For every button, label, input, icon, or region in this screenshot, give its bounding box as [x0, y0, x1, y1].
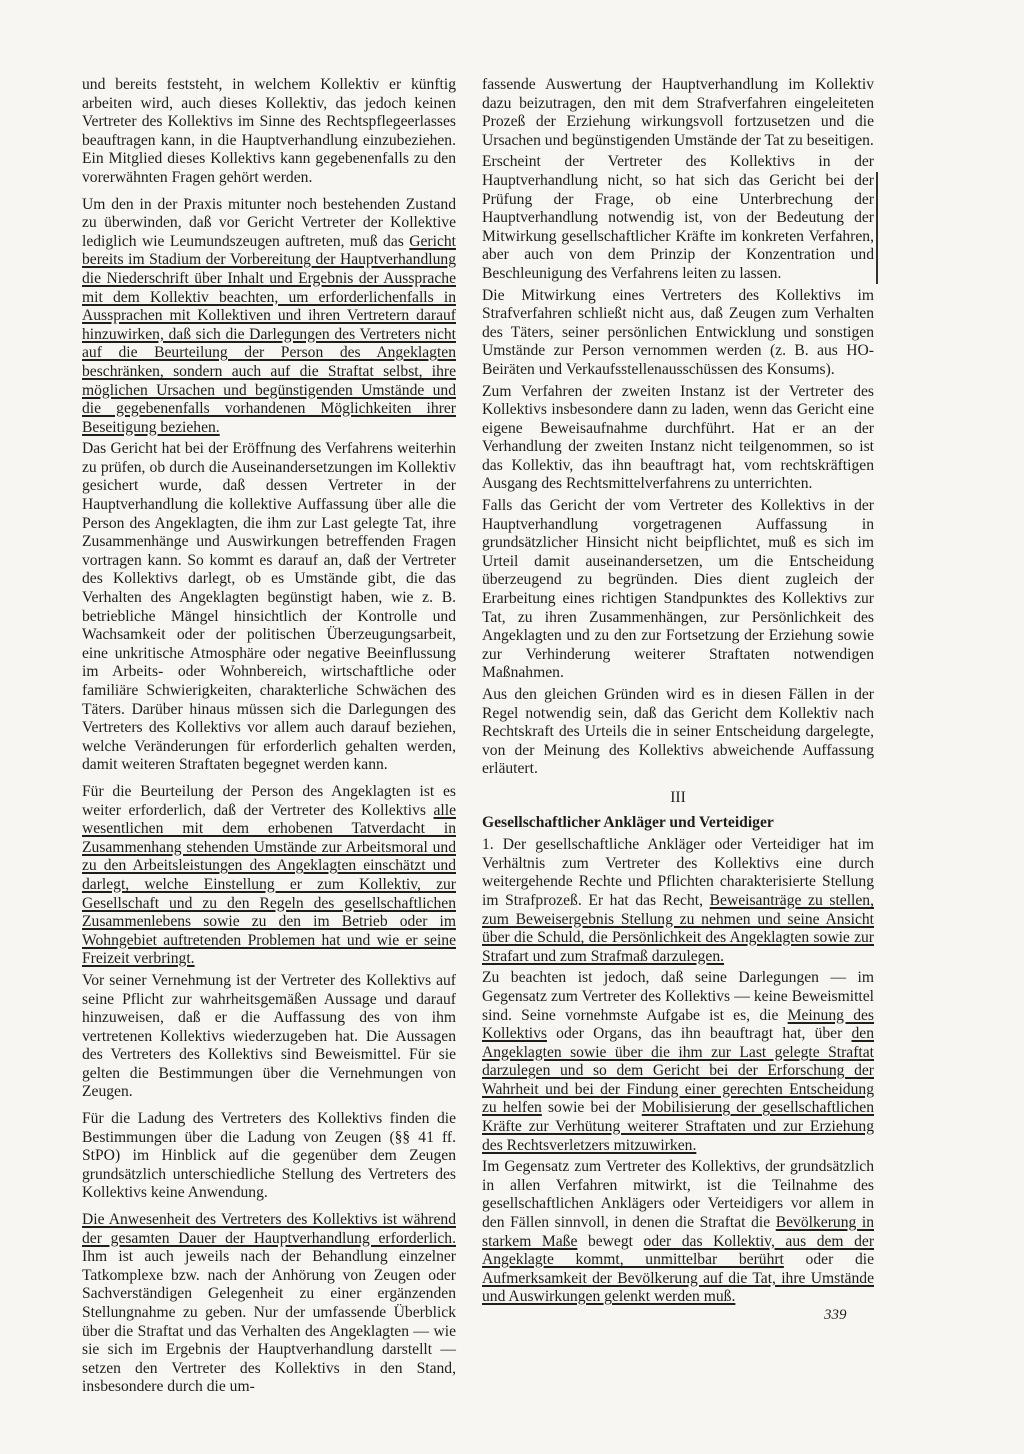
underlined-text: Mobilisierung der gesellschaftlichen Kräfte zur Verhütung weiterer Straftaten und zur Erziehung des Rechtsverletzers mitzuwirken. — [482, 1099, 875, 1154]
underlined-text: oder das Kollektiv, aus dem der Angeklagte kommt, unmittelbar berührt — [482, 1232, 875, 1269]
underlined-text: Meinung des Kollektivs — [482, 1006, 874, 1043]
paragraph-text: 1. Der gesellschaftliche Ankläger oder Verteidiger hat im Verhältnis zum Vertreter des Kollektivs eine durch weitergehende Rechte und Pflichten charakterisierte Stellung im Strafprozeß. Er hat das Recht, — [482, 836, 874, 909]
paragraph-text: Falls das Gericht der vom Vertreter des Kollektivs in der Hauptverhandlung vorgetragenen Auffassung in grundsätzlicher Hinsicht nicht beipflichtet, muß es sich im Urteil damit auseinandersetzen, um die Entscheidung überzeugend zu begründen. Dies dient zugleich der Erarbeitung eines richtigen Standpunktes des Kollektivs zur Tat, zu ihren Zusammenhängen, zur Persönlichkeit des Angeklagten und zu den zur Fortsetzung der Erziehung sowie zur Verhinderung weiterer Straftaten notwendigen Maßnahmen. — [482, 497, 874, 682]
paragraph-text: Aus den gleichen Gründen wird es in diesen Fällen in der Regel notwendig sein, daß das Gericht dem Kollektiv nach Rechtskraft des Urteils die in seiner Entscheidung dargelegte, von der Meinung des Kollektivs abweichende Auffassung erläutert. — [482, 686, 874, 778]
paragraph — [82, 196, 456, 438]
underlined-text: Bevölkerung in starkem Maße — [482, 1214, 875, 1250]
paragraph-text: bewegt — [577, 1232, 644, 1250]
paragraph — [482, 1158, 874, 1307]
paragraph — [482, 836, 874, 966]
paragraph — [82, 783, 456, 969]
paragraph-text: oder Organs, das ihn beauftragt hat, über — [546, 1025, 852, 1043]
paragraph-text: oder die — [783, 1251, 874, 1269]
underlined-text: Gericht bereits im Stadium der Vorbereitung der Hauptverhandlung die Niederschrift über Inhalt und Ergebnis der Aussprache mit dem Kollektiv beachten, um erforderlichenfalls in Aussprachen mit Kollektiven und ihren Vertretern darauf hinzuwirken, daß sich die Darlegungen des Vertreters nicht auf die Beurteilung der Person des Angeklagten beschränken, sondern auch auf die Straftat selbst, ihre möglichen Ursachen und begünstigenden Umstände und die gegebenenfalls vorhandenen Möglichkeiten ihrer Beseitigung beziehen. — [82, 232, 456, 436]
paragraph — [482, 383, 874, 495]
paragraph — [482, 686, 874, 779]
paragraph-text: Für die Ladung des Vertreters des Kollektivs finden die Bestimmungen über die Ladung von Zeugen (§§ 41 ff. StPO) im Hinblick auf die gegenüber dem Zeugen grundsätzlich unterschiedliche Stellung des Vertreters des Kollektivs keine Anwendung. — [82, 1110, 456, 1202]
paragraph — [482, 497, 874, 683]
paragraph-text: Erscheint der Vertreter des Kollektivs in der Hauptverhandlung nicht, so hat sich das Gericht bei der Prüfung der Frage, ob eine Unterbrechung der Hauptverhandlung notwendig ist, von der Bedeutung der Mitwirkung gesellschaftlicher Kräfte im konkreten Verfahren, aber auch von dem Prinzip der Konzentration und Beschleunigung des Verfahrens leiten zu lassen. — [482, 153, 874, 282]
underlined-text: Beweisanträge zu stellen, zum Beweisergebnis Stellung zu nehmen und seine Ansicht über die Schuld, die Persönlichkeit des Angeklagten sowie zur Strafart und zum Strafmaß darzulegen. — [482, 891, 874, 965]
paragraph — [82, 440, 456, 775]
paragraph-text: Zum Verfahren der zweiten Instanz ist der Vertreter des Kollektivs insbesondere dann zu laden, wenn das Gericht eine eigene Beweisaufnahme durchführt. Hat er an der Verhandlung der zweiten Instanz nicht teilgenommen, so ist das Kollektiv, das ihn beauftragt hat, vom rechtskräftigen Ausgang des Rechtsmittelverfahrens zu unterrichten. — [482, 382, 874, 493]
paragraph-text: Vor seiner Vernehmung ist der Vertreter des Kollektivs auf seine Pflicht zur wahrheitsgemäßen Aussage und darauf hinzuweisen, daß er die Auffassung des von ihm vertretenen Kollektivs wiederzugeben hat. Die Aussagen des Vertreters des Kollektivs sind Beweismittel. Für sie gelten die Bestimmungen über die Vernehmungen von Zeugen. — [82, 971, 456, 1101]
paragraph-text: sowie bei der — [541, 1099, 642, 1117]
paragraph-text: Um den in der Praxis mitunter noch bestehenden Zustand zu überwinden, daß vor Gericht Vertreter der Kollektive lediglich wie Leumundszeugen auftreten, muß das — [82, 195, 456, 250]
paragraph — [82, 76, 456, 188]
section-title: Gesellschaftlicher Ankläger und Verteidiger — [482, 813, 774, 831]
underlined-text: den Angeklagten sowie über die ihm zur Last gelegte Straftat darzulegen und so dem Gericht bei der Erforschung der Wahrheit und bei der Findung einer gerechten Entscheidung zu helfen — [482, 1025, 874, 1117]
section-number: III — [670, 788, 686, 806]
right-column — [482, 76, 874, 1310]
paragraph — [82, 972, 456, 1102]
underlined-text: Aufmerksamkeit der Bevölkerung auf die Tat, ihre Umstände und Auswirkungen gelenkt werden muß. — [482, 1269, 874, 1306]
paragraph — [482, 76, 874, 150]
underlined-text: alle wesentlichen mit dem erhobenen Tatverdacht in Zusammenhang stehenden Umstände zur Arbeitsmoral und zu den Arbeitsleistungen des Angeklagten einschätzt und darlegt, welche Einstellung er zum Kollektiv, zur Gesellschaft und zu den Regeln des gesellschaftlichen Zusammenlebens sowie zu den im Betrieb oder im Wohngebiet auftretenden Problemen hat und wie er seine Freizeit verbringt. — [82, 801, 456, 968]
underlined-text: Die Anwesenheit des Vertreters des Kollektivs ist während der gesamten Dauer der Hauptverhandlung erforderlich. — [82, 1211, 456, 1247]
paragraph — [82, 1110, 456, 1203]
paragraph — [82, 1211, 456, 1397]
paragraph-text: Die Mitwirkung eines Vertreters des Kollektivs im Strafverfahren schließt nicht aus, daß Zeugen zum Verhalten des Täters, seiner persönlichen Entwicklung und sonstigen Umstände zur Person vernommen werden (z. B. aus HO-Beiräten und Verkaufsstellenausschüssen des Konsums). — [482, 286, 874, 378]
paragraph-text: Das Gericht hat bei der Eröffnung des Verfahrens weiterhin zu prüfen, ob durch die Auseinandersetzungen im Kollektiv gesichert wurde, daß dessen Vertreter in der Hauptverhandlung die kollektive Auffassung über alle die Person des Angeklagten, die ihm zur Last gelegte Tat, ihre Zusammenhänge und Auswirkungen betreffenden Fragen vortragen kann. So kommt es darauf an, daß der Vertreter des Kollektivs darlegt, ob es Umstände gibt, die das Verhalten des Angeklagten begünstigt haben, wie z. B. betriebliche Mängel hinsichtlich der Kontrolle und Wachsamkeit oder der politischen Überzeugungsarbeit, eine unkritische Atmosphäre oder negative Beeinflussung im Arbeits- oder Wohnbereich, wirtschaftliche oder familiäre Schwierigkeiten, charakterliche Schwächen des Täters. Darüber hinaus müssen sich die Darlegungen des Vertreters des Kollektivs vor allem auch darauf beziehen, welche Veränderungen für erforderlich gehalten werden, damit weiteren Straftaten begegnet werden kann. — [82, 440, 456, 774]
paragraph-text: Ihm ist auch jeweils nach der Behandlung einzelner Tatkomplexe bzw. nach der Anhörung von Zeugen oder Sachverständigen Gelegenheit zu einer ergänzenden Stellungnahme zu geben. Nur der umfassende Überblick über die Straftat und das Verhalten des Angeklagten — wie sie sich im Ergebnis der Hauptverhandlung darstellt — setzen den Vertreter des Kollektivs in den Stand, insbesondere durch die um- — [82, 1248, 456, 1396]
paragraph-text: Zu beachten ist jedoch, daß seine Darlegungen — im Gegensatz zum Vertreter des Kollektivs — keine Beweismittel sind. Seine vornehmste Aufgabe ist es, die — [482, 969, 874, 1024]
paragraph — [482, 969, 874, 1155]
paragraph-text: fassende Auswertung der Hauptverhandlung im Kollektiv dazu beizutragen, den mit dem Strafverfahren eingeleiteten Prozeß der Erziehung wirkungsvoll fortzusetzen und die Ursachen und begünstigenden Umstände der Tat zu beseitigen. — [482, 76, 874, 149]
paragraph — [482, 287, 874, 380]
page-number: 339 — [824, 1307, 847, 1323]
margin-mark — [876, 172, 878, 284]
paragraph-text: Im Gegensatz zum Vertreter des Kollektivs, der grundsätzlich in allen Verfahren mitwirkt, ist die Teilnahme des gesellschaftlichen Anklägers oder Verteidigers vor allem in den Fällen sinnvoll, in denen die Straftat die — [482, 1158, 874, 1232]
paragraph-text: Für die Beurteilung der Person des Angeklagten ist es weiter erforderlich, daß der Vertreter des Kollektivs — [82, 782, 456, 819]
paragraph-text: und bereits feststeht, in welchem Kollektiv er künftig arbeiten wird, auch dieses Kollektiv, das jedoch keinen Vertreter des Kollektivs im Sinne des Rechtspflegeerlasses beauftragen kann, in die Hauptverhandlung einzubeziehen. Ein Mitglied dieses Kollektivs kann gegebenenfalls zu den vorerwähnten Fragen gehört werden. — [82, 76, 456, 186]
paragraph — [482, 153, 874, 283]
left-column — [82, 76, 456, 1405]
